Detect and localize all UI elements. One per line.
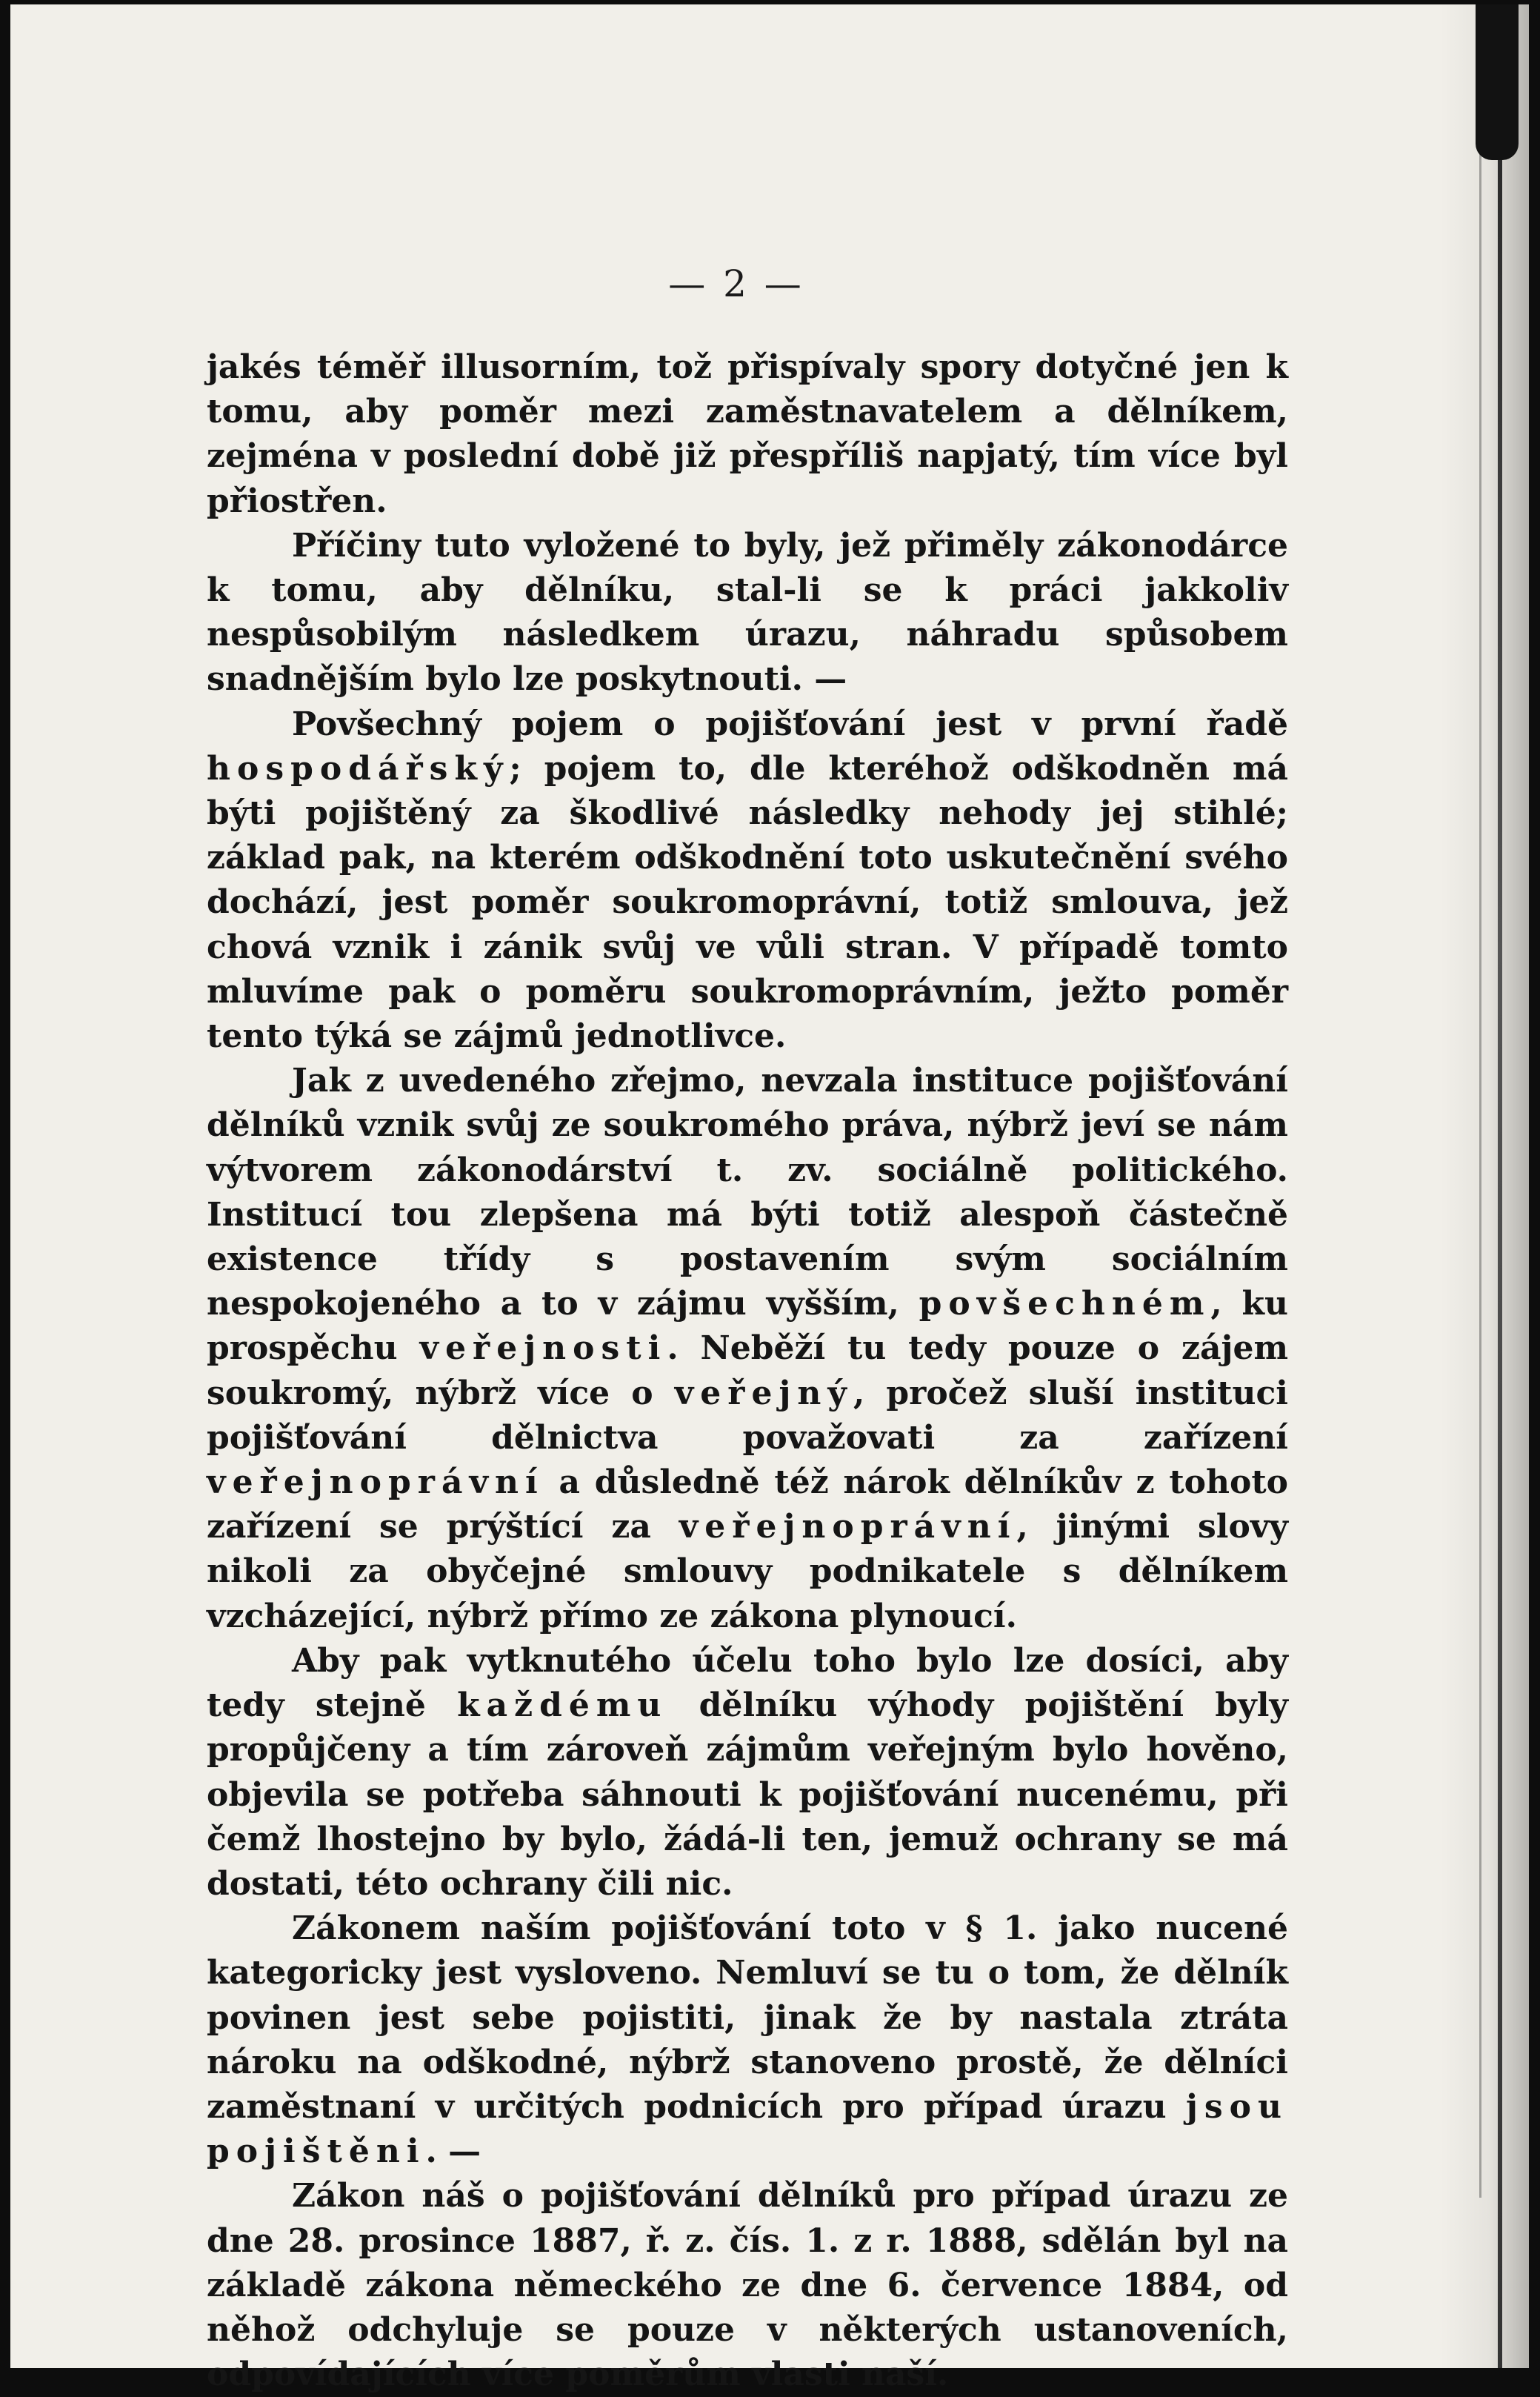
binding-shadow [1440, 4, 1529, 2368]
paragraph-4-text: , pročež sluší instituci pojišťování dělnictva považovati za zařízení [207, 1374, 1288, 1457]
scanned-page [10, 4, 1529, 2394]
spaced-term-verejnopravni-2: veřejnoprávní [679, 1508, 1017, 1546]
paragraph-3 [207, 702, 1288, 1060]
paragraph-7: Zákon náš o pojišťování dělníků pro případ úrazu ze dne 28. prosince 1887, ř. z. čís. 1. z r. 1888, sdělán byl na základě zákona německého ze dne 6. července 1884, od něhož odchyluje se pouze v některých ustanoveních, odpovídajících více poměrům vlasti naší. [207, 2177, 1288, 2394]
paragraph-6 [207, 1906, 1288, 2174]
paragraph-4-text: . Neběží tu tedy pouze o zájem soukromý, nýbrž více o [207, 1329, 1289, 1412]
paragraph-3-text: ; pojem to, dle kteréhož odškodněn má býti pojištěný za škodlivé následky nehody jej stihlé; základ pak, na kterém odškodnění toto uskutečnění svého dochází, jest poměr soukromoprávní, totiž smlouva, jež chová vznik i zánik svůj ve vůli stran. V případě tomto mluvíme pak o poměru soukromoprávním, ježto poměr tento týká se zájmů jednotlivce. [207, 749, 1288, 1056]
paragraph-5-text: dělníku výhody pojištění byly propůjčeny a tím zároveň zájmům veřejným bylo hověno, objevila se potřeba sáhnouti k pojišťování nucenému, při čemž lhostejno by bylo, žádá-li ten, jemuž ochrany se má dostati, této ochrany čili nic. [207, 1686, 1288, 1903]
paragraph-6-text: Zákonem naším pojišťování toto v § 1. jako nucené kategoricky jest vysloveno. Nemluví se tu o tom, že dělník povinen jest sebe pojistiti, jinak že by nastala ztráta nároku na odškodné, nýbrž stanoveno prostě, že dělníci zaměstnaní v určitých podnicích pro případ úrazu [207, 1909, 1288, 2126]
spaced-term-verejnopravni: veřejnoprávní [207, 1463, 544, 1502]
spaced-term-kazdemu: každému [457, 1686, 668, 1725]
page-edge-line [1479, 49, 1481, 2198]
paragraph-4-text: , ku prospěchu [207, 1285, 1289, 1368]
body-text [207, 345, 1288, 2397]
page-number: — 2 — [668, 262, 804, 305]
paragraph-1: jakés téměř illusorním, tož přispívaly spory dotyčné jen k tomu, aby poměr mezi zaměstnavatelem a dělníkem, zejména v poslední době již přespříliš napjatý, tím více byl přiostřen. [207, 348, 1288, 520]
paragraph-5-text: Aby pak vytknutého účelu toho bylo lze dosíci, aby tedy stejně [207, 1641, 1288, 1725]
paragraph-6-text: . — [425, 2132, 481, 2171]
binding-edge [1498, 4, 1502, 2368]
spaced-term-hospodarsky: hospodářský [207, 749, 510, 788]
spaced-term-verejnosti: veřejnosti [419, 1329, 667, 1368]
spaced-term-jsou-pojisteni: jsou pojištěni [207, 2087, 1288, 2171]
paragraph-5 [207, 1639, 1288, 1906]
binding-clip [1476, 4, 1519, 160]
paragraph-4-text: a důsledně též nárok dělníkův z tohoto zařízení se prýštící za [207, 1463, 1288, 1546]
spaced-term-verejny: veřejný [674, 1374, 853, 1412]
spaced-term-povsechnem: povšechném [919, 1285, 1211, 1323]
paragraph-2: Příčiny tuto vyložené to byly, jež přiměly zákonodárce k tomu, aby dělníku, stal-li se k práci jakkoliv nespůsobilým následkem úrazu, náhradu spůsobem snadnějším bylo lze poskytnouti. — [207, 526, 1288, 699]
paragraph-4-text: , jinými slovy nikoli za obyčejné smlouvy podnikatele s dělníkem vzcházející, nýbrž přímo ze zákona plynoucí. [207, 1508, 1288, 1635]
paragraph-3-text: Povšechný pojem o pojišťování jest v první řadě [292, 705, 1288, 743]
paragraph-4-text: Jak z uvedeného zřejmo, nevzala instituce pojišťování dělníků vznik svůj ze soukromého práva, nýbrž jeví se nám výtvorem zákonodárství t. zv. sociálně politického. Institucí tou zlepšena má býti totiž alespoň částečně existence třídy s postavením svým sociálním nespokojeného a to v zájmu vyšším, [207, 1062, 1288, 1323]
paragraph-4 [207, 1059, 1288, 1639]
